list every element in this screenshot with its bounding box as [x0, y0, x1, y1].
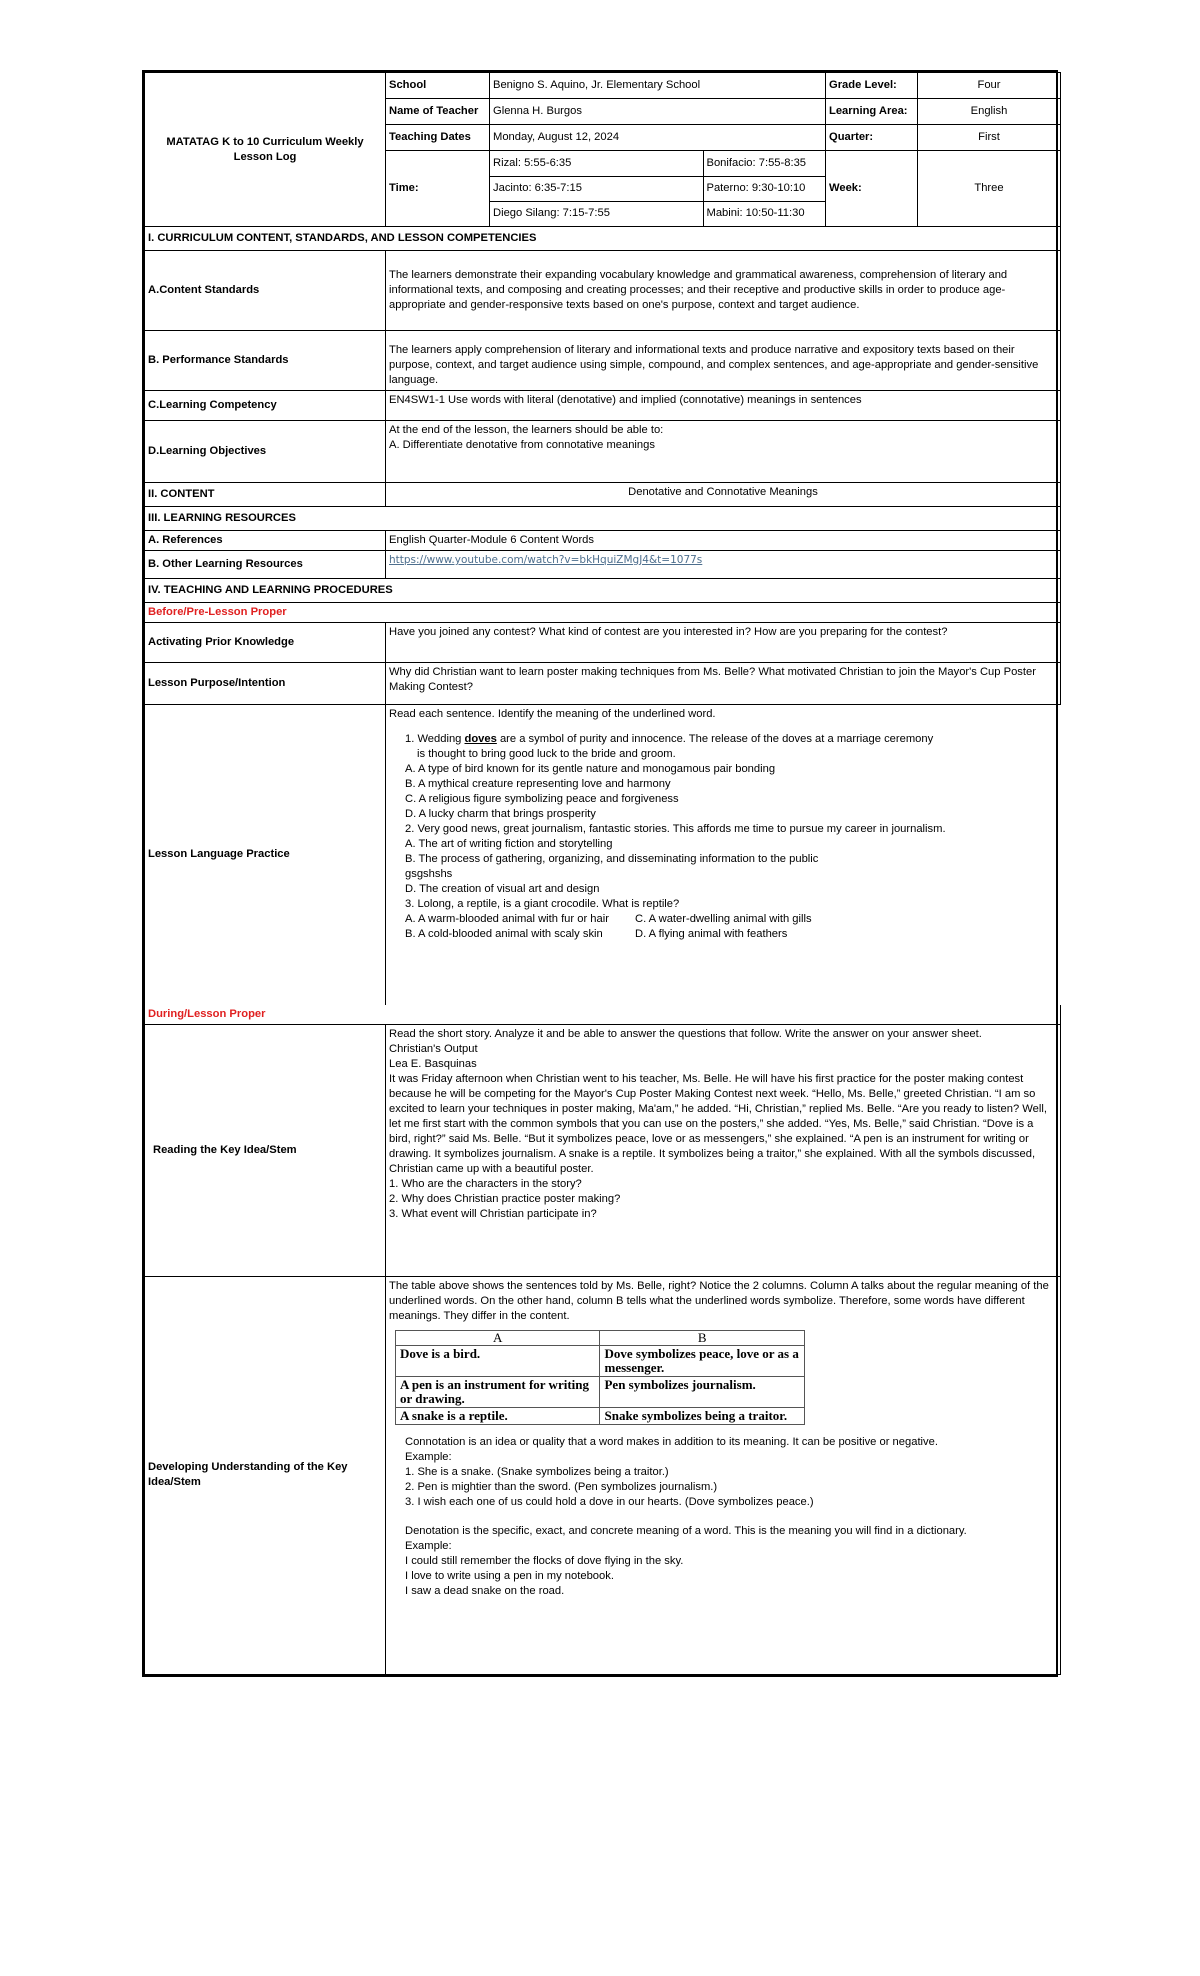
grade-level-label: Grade Level: [826, 73, 918, 99]
lesson-log-table [144, 72, 1061, 1675]
table-cell: Dove symbolizes peace, love or as a messenger. [600, 1345, 805, 1376]
time-label: Time: [386, 151, 490, 227]
language-practice-label: Lesson Language Practice [145, 705, 386, 1005]
week-label: Week: [826, 151, 918, 227]
story-author: Lea E. Basquinas [389, 1057, 477, 1070]
section-procedures-title: IV. TEACHING AND LEARNING PROCEDURES [145, 579, 1061, 603]
underlined-word: doves [464, 733, 497, 745]
learning-objectives-label: D.Learning Objectives [145, 421, 386, 483]
week-value: Three [918, 151, 1061, 227]
q3-option: D. A flying animal with feathers [635, 928, 788, 940]
grade-level-value: Four [918, 73, 1061, 99]
developing-understanding-cell [386, 1276, 1061, 1674]
time-slot: Mabini: 10:50-11:30 [703, 201, 826, 226]
references-text: English Quarter-Module 6 Content Words [386, 531, 1061, 551]
story-text: It was Friday afternoon when Christian went to his teacher, Ms. Belle. He will have his first practice for the poster making contest because he will be competing for the Mayor's Cup Poster Making Contest next week. “Hello, Ms. Belle,” greeted Christian. “I am so excited to learn your techniques in poster making, Ma'am,” he added. “Hi, Christian,” replied Ms. Belle. “Are you ready to listen? Well, let me first start with the common symbols that you can use on the posters,” she added. “Yes, Ms. Belle,” said Christian. “Dove is a bird, right?” said Ms. Belle. “But it symbolizes peace, love or as messengers,” she explained. “A pen is an instrument for writing or drawing. It symbolizes journalism. A snake is a reptile. It symbolizes being a traitor,” she explained. With all the symbols discussed, Christian came up with a beautiful poster. [389, 1072, 1047, 1175]
learning-area-label: Learning Area: [826, 99, 918, 125]
school-label: School [386, 73, 490, 99]
teaching-dates-label: Teaching Dates [386, 125, 490, 151]
teacher-label: Name of Teacher [386, 99, 490, 125]
content-standards-text: The learners demonstrate their expanding vocabulary knowledge and grammatical awareness, comprehension of literary and informational texts, and composing and creating processes; and their receptive and productive skills in order to produce age-appropriate and gender-responsive texts based on one's purpose, context and target audience. [386, 251, 1061, 331]
section-resources-title: III. LEARNING RESOURCES [145, 507, 1061, 531]
connotation-block [389, 1435, 1057, 1599]
question-1: 1. Wedding doves are a symbol of purity and innocence. The release of the doves at a marriage ceremony [405, 733, 934, 745]
q3-option: C. A water-dwelling animal with gills [635, 913, 812, 925]
content-standards-label: A.Content Standards [145, 251, 386, 331]
reading-key-idea-cell [386, 1024, 1061, 1276]
denotation-connotation-table [395, 1330, 805, 1425]
school-value: Benigno S. Aquino, Jr. Elementary School [490, 73, 826, 99]
learning-competency-label: C.Learning Competency [145, 391, 386, 421]
time-slot: Rizal: 5:55-6:35 [490, 151, 703, 176]
story-question: 3. What event will Christian participate in? [389, 1207, 597, 1220]
connotation-definition: Connotation is an idea or quality that a word makes in addition to its meaning. It can be positive or negative. [405, 1435, 938, 1448]
learning-objectives-cell [386, 421, 1061, 483]
performance-standards-label: B. Performance Standards [145, 331, 386, 391]
practice-intro: Read each sentence. Identify the meaning of the underlined word. [389, 708, 716, 720]
denotation-example: I saw a dead snake on the road. [405, 1584, 565, 1597]
q3-option: B. A cold-blooded animal with scaly skin [405, 928, 603, 940]
question-3: 3. Lolong, a reptile, is a giant crocodile. What is reptile? [405, 898, 680, 910]
connotation-example: 3. I wish each one of us could hold a dove in our hearts. (Dove symbolizes peace.) [405, 1495, 814, 1508]
column-a-header: A [396, 1330, 600, 1345]
reading-intro: Read the short story. Analyze it and be able to answer the questions that follow. Write the answer on your answer sheet. [389, 1027, 982, 1040]
connotation-example: 2. Pen is mightier than the sword. (Pen symbolizes journalism.) [405, 1480, 718, 1493]
lesson-purpose-text: Why did Christian want to learn poster making techniques from Ms. Belle? What motivated Christian to join the Mayor's Cup Poster Making Contest? [386, 663, 1061, 705]
q1-option: A. A type of bird known for its gentle nature and monogamous pair bonding [405, 763, 776, 775]
content-topic: Denotative and Connotative Meanings [386, 483, 1061, 507]
column-b-header: B [600, 1330, 805, 1345]
q2-option: D. The creation of visual art and design [405, 883, 600, 895]
time-slot: Paterno: 9:30-10:10 [703, 176, 826, 201]
connotation-example: 1. She is a snake. (Snake symbolizes being a traitor.) [405, 1465, 669, 1478]
learning-area-value: English [918, 99, 1061, 125]
denotation-example: I could still remember the flocks of dove flying in the sky. [405, 1554, 684, 1567]
performance-standards-text: The learners apply comprehension of literary and informational texts and produce narrative and expository texts based on their purpose, context, and target audience using simple, compound, and complex sentences, and age-appropriate and gender-sensitive language. [386, 331, 1061, 391]
learning-competency-text: EN4SW1-1 Use words with literal (denotative) and implied (connotative) meanings in sentences [386, 391, 1061, 421]
teacher-value: Glenna H. Burgos [490, 99, 826, 125]
activating-knowledge-label: Activating Prior Knowledge [145, 623, 386, 663]
references-label: A. References [145, 531, 386, 551]
table-cell: Pen symbolizes journalism. [600, 1376, 805, 1407]
story-question: 1. Who are the characters in the story? [389, 1177, 582, 1190]
quarter-value: First [918, 125, 1061, 151]
teaching-dates-value: Monday, August 12, 2024 [490, 125, 826, 151]
question-2: 2. Very good news, great journalism, fantastic stories. This affords me time to pursue my career in journalism. [405, 823, 946, 835]
other-resources-cell [386, 551, 1061, 579]
story-title: Christian's Output [389, 1042, 478, 1055]
document-title: MATATAG K to 10 Curriculum Weekly Lesson Log [145, 73, 386, 227]
activating-knowledge-text: Have you joined any contest? What kind of contest are you interested in? How are you preparing for the contest? [386, 623, 1061, 663]
q2-option: gsgshshs [405, 868, 453, 880]
denotation-example-label: Example: [405, 1539, 452, 1552]
question-1-continued: is thought to bring good luck to the bride and groom. [417, 748, 676, 760]
denotation-definition: Denotation is the specific, exact, and concrete meaning of a word. This is the meaning you will find in a dictionary. [405, 1524, 967, 1537]
reading-key-idea-label: Reading the Key Idea/Stem [145, 1024, 386, 1276]
connotation-example-label: Example: [405, 1450, 452, 1463]
time-slot: Jacinto: 6:35-7:15 [490, 176, 703, 201]
objective-item: A. Differentiate denotative from connotative meanings [389, 439, 655, 451]
practice-questions [389, 732, 1058, 942]
objectives-intro: At the end of the lesson, the learners should be able to: [389, 424, 664, 436]
table-cell: Snake symbolizes being a traitor. [600, 1407, 805, 1424]
lesson-log-sheet [142, 70, 1058, 1677]
story-question: 2. Why does Christian practice poster making? [389, 1192, 621, 1205]
youtube-link[interactable]: https://www.youtube.com/watch?v=bkHquiZMgJ4&t=1077s [389, 554, 703, 566]
q3-options-row [405, 927, 1058, 942]
section-content-title: II. CONTENT [145, 483, 386, 507]
time-slot: Diego Silang: 7:15-7:55 [490, 201, 703, 226]
time-schedule [490, 151, 826, 227]
q1-option: B. A mythical creature representing love and harmony [405, 778, 671, 790]
q1-option: D. A lucky charm that brings prosperity [405, 808, 596, 820]
section-curriculum-title: I. CURRICULUM CONTENT, STANDARDS, AND LESSON COMPETENCIES [145, 227, 1061, 251]
table-cell: A pen is an instrument for writing or drawing. [396, 1376, 600, 1407]
q1-option: C. A religious figure symbolizing peace and forgiveness [405, 793, 679, 805]
language-practice-cell [386, 705, 1061, 1005]
developing-understanding-label: Developing Understanding of the Key Idea/Stem [145, 1276, 386, 1674]
quarter-label: Quarter: [826, 125, 918, 151]
lesson-purpose-label: Lesson Purpose/Intention [145, 663, 386, 705]
table-cell: Dove is a bird. [396, 1345, 600, 1376]
other-resources-label: B. Other Learning Resources [145, 551, 386, 579]
q2-option: B. The process of gathering, organizing, and disseminating information to the public [405, 853, 819, 865]
developing-intro: The table above shows the sentences told by Ms. Belle, right? Notice the 2 columns. Column A talks about the regular meaning of the underlined words. On the other hand, column B tells what the underlined words symbolize. Therefore, some words have different meanings. They differ in the content. [389, 1279, 1049, 1322]
q3-options-row [405, 912, 1058, 927]
before-lesson-heading: Before/Pre-Lesson Proper [145, 603, 1061, 623]
q3-option: A. A warm-blooded animal with fur or hair [405, 913, 609, 925]
table-cell: A snake is a reptile. [396, 1407, 600, 1424]
q2-option: A. The art of writing fiction and storytelling [405, 838, 613, 850]
denotation-example: I love to write using a pen in my notebook. [405, 1569, 614, 1582]
during-lesson-heading: During/Lesson Proper [145, 1005, 1061, 1025]
time-slot: Bonifacio: 7:55-8:35 [703, 151, 826, 176]
